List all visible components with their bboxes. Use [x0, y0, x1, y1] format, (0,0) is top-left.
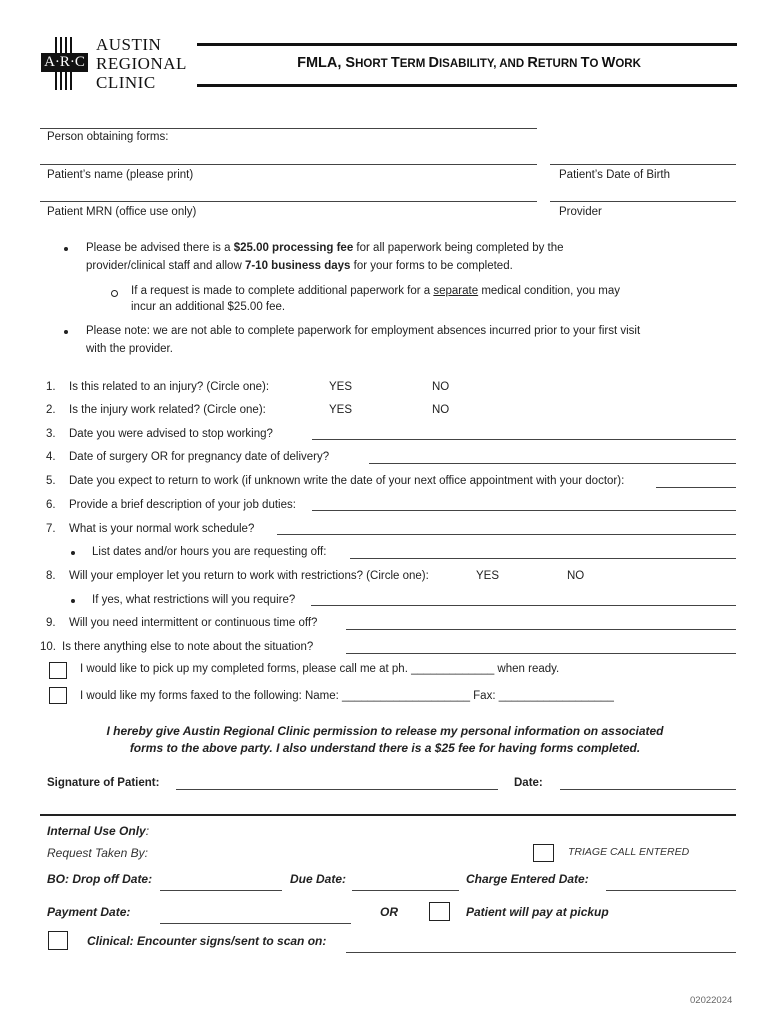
- q8a-text: If yes, what restrictions will you require?: [92, 594, 296, 606]
- clinical-label: Clinical: Encounter signs/sent to scan on:: [87, 934, 327, 948]
- payment-date-line[interactable]: [160, 923, 351, 924]
- pay-pickup-checkbox[interactable]: [429, 902, 450, 921]
- or-label: OR: [380, 905, 398, 919]
- sub-note-line1: If a request is made to complete additional paperwork for a separate medical condition, you may: [131, 285, 621, 297]
- q4-answer-line[interactable]: [369, 463, 736, 464]
- prior-visit-note-line1: Please note: we are not able to complete paperwork for employment absences incurred prior to your first visit: [86, 325, 641, 337]
- q2-text: Is the injury work related? (Circle one):: [69, 404, 266, 416]
- pickup-option-text: I would like to pick up my completed forms, please call me at ph. _____________ when ready.: [80, 663, 560, 675]
- fax-option-text: I would like my forms faxed to the following: Name: ____________________ Fax: __________________: [80, 690, 614, 702]
- person-obtaining-label: Person obtaining forms:: [47, 131, 169, 143]
- logo-abbr: A·R·C: [41, 53, 88, 72]
- q10-answer-line[interactable]: [346, 653, 736, 654]
- q3-number: 3.: [46, 428, 56, 440]
- q10-text: Is there anything else to note about the situation?: [62, 641, 314, 653]
- q3-answer-line[interactable]: [312, 439, 736, 440]
- q2-number: 2.: [46, 404, 56, 416]
- q6-number: 6.: [46, 499, 56, 511]
- q8-yes[interactable]: YES: [476, 570, 500, 582]
- pickup-checkbox[interactable]: [49, 662, 67, 679]
- bo-drop-label: BO: Drop off Date:: [47, 872, 153, 886]
- q6-text: Provide a brief description of your job duties:: [69, 499, 296, 511]
- q5-answer-line[interactable]: [656, 487, 736, 488]
- q1-text: Is this related to an injury? (Circle one):: [69, 381, 270, 393]
- provider-label: Provider: [559, 206, 602, 218]
- prior-visit-note-line2: with the provider.: [86, 343, 173, 355]
- bullet-icon: [71, 551, 75, 555]
- fee-note-line2: provider/clinical staff and allow 7-10 business days for your forms to be completed.: [86, 260, 513, 272]
- fee-note-line1: Please be advised there is a $25.00 processing fee for all paperwork being completed by the: [86, 242, 564, 254]
- q1-yes[interactable]: YES: [329, 381, 353, 393]
- bullet-icon: [71, 599, 75, 603]
- internal-heading: Internal Use Only:: [47, 824, 150, 838]
- logo-line1: AUSTIN: [96, 35, 162, 54]
- signature-label: Signature of Patient:: [47, 777, 160, 789]
- signature-date-label: Date:: [514, 777, 543, 789]
- due-date-line[interactable]: [352, 890, 459, 891]
- pay-pickup-label: Patient will pay at pickup: [466, 905, 609, 919]
- triage-label: TRIAGE CALL ENTERED: [568, 846, 690, 858]
- q1-number: 1.: [46, 381, 56, 393]
- patient-mrn-line[interactable]: [40, 201, 537, 202]
- sub-bullet-icon: [111, 290, 118, 297]
- q2-yes[interactable]: YES: [329, 404, 353, 416]
- q7-number: 7.: [46, 523, 56, 535]
- q8-no[interactable]: NO: [567, 570, 585, 582]
- bo-drop-line[interactable]: [160, 890, 282, 891]
- q5-text: Date you expect to return to work (if unknown write the date of your next office appointment with your doctor):: [69, 475, 625, 487]
- q3-text: Date you were advised to stop working?: [69, 428, 273, 440]
- clinical-line[interactable]: [346, 952, 736, 953]
- q10-number: 10.: [40, 641, 56, 653]
- q9-answer-line[interactable]: [346, 629, 736, 630]
- clinical-checkbox[interactable]: [48, 931, 68, 950]
- q8-number: 8.: [46, 570, 56, 582]
- signature-line[interactable]: [176, 789, 498, 790]
- patient-name-label: Patient’s name (please print): [47, 169, 194, 181]
- q6-answer-line[interactable]: [312, 510, 736, 511]
- logo-line2: REGIONAL: [96, 54, 187, 73]
- q9-text: Will you need intermittent or continuous time off?: [69, 617, 318, 629]
- due-date-label: Due Date:: [290, 872, 347, 886]
- patient-name-line[interactable]: [40, 164, 537, 165]
- q7-answer-line[interactable]: [277, 534, 736, 535]
- q8a-answer-line[interactable]: [311, 605, 736, 606]
- q4-text: Date of surgery OR for pregnancy date of delivery?: [69, 451, 330, 463]
- provider-line[interactable]: [550, 201, 736, 202]
- bullet-icon: [64, 247, 68, 251]
- patient-mrn-label: Patient MRN (office use only): [47, 206, 197, 218]
- charge-date-line[interactable]: [606, 890, 736, 891]
- page-title: FMLA, SHORT TERM DISABILITY, AND RETURN TO WORK: [297, 55, 641, 71]
- q9-number: 9.: [46, 617, 56, 629]
- title-rule-bottom: [197, 84, 737, 87]
- logo-bars-top: [55, 37, 72, 53]
- title-rule-top: [197, 43, 737, 46]
- logo-line3: CLINIC: [96, 73, 156, 92]
- q1-no[interactable]: NO: [432, 381, 450, 393]
- sub-note-line2: incur an additional $25.00 fee.: [131, 301, 286, 313]
- consent-line1: I hereby give Austin Regional Clinic permission to release my personal information on associated: [106, 724, 664, 738]
- consent-line2: forms to the above party. I also understand there is a $25 fee for having forms completed.: [129, 741, 641, 755]
- q8-text: Will your employer let you return to work with restrictions? (Circle one):: [69, 570, 429, 582]
- request-taken-label: Request Taken By:: [47, 846, 148, 860]
- patient-dob-line[interactable]: [550, 164, 736, 165]
- q7a-answer-line[interactable]: [350, 558, 736, 559]
- logo-bars-bottom: [55, 72, 72, 90]
- q4-number: 4.: [46, 451, 56, 463]
- triage-checkbox[interactable]: [533, 844, 554, 862]
- q7a-text: List dates and/or hours you are requesting off:: [92, 546, 327, 558]
- form-code: 02022024: [690, 995, 733, 1006]
- payment-date-label: Payment Date:: [47, 905, 131, 919]
- bullet-icon: [64, 330, 68, 334]
- internal-divider: [40, 814, 736, 816]
- q2-no[interactable]: NO: [432, 404, 450, 416]
- q5-number: 5.: [46, 475, 56, 487]
- person-obtaining-line[interactable]: [40, 128, 537, 129]
- patient-dob-label: Patient’s Date of Birth: [559, 169, 671, 181]
- fax-checkbox[interactable]: [49, 687, 67, 704]
- charge-date-label: Charge Entered Date:: [466, 872, 589, 886]
- q7-text: What is your normal work schedule?: [69, 523, 255, 535]
- signature-date-line[interactable]: [560, 789, 736, 790]
